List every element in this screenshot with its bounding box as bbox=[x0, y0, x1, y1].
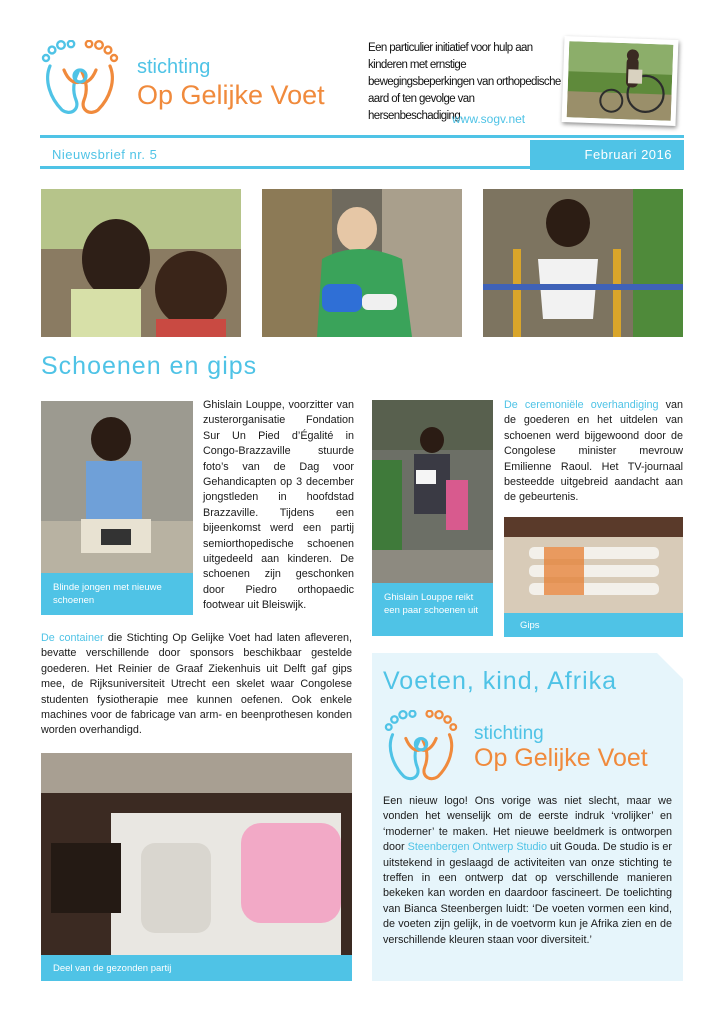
article-title-voeten: Voeten, kind, Afrika bbox=[383, 667, 618, 695]
photo-louppe bbox=[372, 400, 493, 583]
website-link[interactable]: www.sogv.net bbox=[452, 112, 526, 126]
article2-para1-b: uit Gouda. De studio is er uitstekend in geslaagd de activiteiten van onze stichting te treffen in een ontwerp dat op verschillende manieren bekeken kan worden en daardoor fascineert. De toelichting van Bianca Steenbergen luidt: ‘De voeten vormen een kind, de voeten zijn gelijk, in de voetvorm kun je Afrika zien en de verschillende kleuren staan voor diversiteit.’ bbox=[383, 841, 672, 946]
ceremonie-link[interactable]: De ceremoniële overhandiging bbox=[504, 399, 659, 411]
article1-para2-text: die Stichting Op Gelijke Voet had laten afleveren, bevatte verschillende door sponsors beschikbaar gestelde goederen. Het Reinier de Graaf Ziekenhuis uit Delft gaf gips mee, de Rijksuniversiteit Utrecht een skelet waar Congolese studenten fysiotherapie mee kunnen oefenen. Ook enkele machines voor de fabricage van arm- en beenprothesen konden worden overhandigd. bbox=[41, 632, 352, 737]
article1-para3 bbox=[504, 398, 683, 506]
article2-para1-a: Een nieuw logo! Ons vorige was niet slecht, maar we vonden het wenselijk om de eerste indruk ‘vrolijker’ en ‘moderner’ te maken. Het nieuwe beeldmerk is ontworpen door bbox=[383, 795, 672, 854]
caption-gips-text: Gips bbox=[520, 620, 540, 631]
article-title-schoenen: Schoenen en gips bbox=[41, 352, 258, 380]
newsletter-number: Nieuwsbrief nr. 5 bbox=[52, 147, 158, 162]
caption-gips bbox=[504, 613, 683, 637]
logo-feet-icon bbox=[40, 40, 120, 118]
article1-para1: Ghislain Louppe, voorzitter van zusterorganisatie Fondation Sur Un Pied d’Égalité in Congo-Brazzaville stuurde foto’s van de Dag voor Gehandicapten op 3 december jongstleden in hoofdstad Brazzaville. Tijdens een bijeenkomst werd een partij semiorthopedische schoenen uitgedeeld aan kinderen. De schoenen zijn geschonken door Piedro orthopaedic footwear uit Bleiswijk. bbox=[203, 399, 354, 612]
logo-feet-icon-small bbox=[383, 710, 459, 784]
caption-blind-boy-text: Blinde jongen met nieuwe schoenen bbox=[53, 582, 162, 606]
wheelchair-photo-image bbox=[567, 41, 674, 121]
steenbergen-link[interactable]: Steenbergen Ontwerp Studio bbox=[407, 841, 547, 854]
logo-name-small: Op Gelijke Voet bbox=[474, 744, 648, 772]
newsletter-bar bbox=[40, 141, 530, 169]
article1-para3-text: van de goederen en het uitdelen van schoenen werd bijgewoond door de Congolese minister mevrouw Emilienne Raoul. Het TV-journaal besteedde uitgebreid aandacht aan de gebeurtenis. bbox=[504, 399, 683, 504]
logo-stichting-small: stichting bbox=[474, 723, 544, 744]
date-bar bbox=[530, 140, 684, 170]
photo-partij bbox=[41, 753, 352, 955]
article1-para2 bbox=[41, 631, 352, 739]
logo-stichting-text: stichting bbox=[137, 56, 211, 78]
tagline: Een particulier initiatief voor hulp aan kinderen met ernstige bewegingsbeperkingen van orthopedische aard of ten gevolge van hersenbeschadiging. bbox=[368, 42, 561, 122]
caption-louppe-text: Ghislain Louppe reikt een paar schoenen uit bbox=[384, 592, 479, 616]
photo-gips bbox=[504, 517, 683, 613]
photo-doctor-cast bbox=[262, 189, 462, 337]
caption-partij bbox=[41, 955, 352, 981]
header-photo bbox=[562, 36, 679, 126]
caption-blind-boy bbox=[41, 573, 193, 615]
photo-blind-boy bbox=[41, 401, 193, 573]
logo-name-text: Op Gelijke Voet bbox=[137, 80, 325, 110]
container-link[interactable]: De container bbox=[41, 632, 104, 644]
panel-corner-fold bbox=[657, 653, 683, 679]
header-rule bbox=[40, 135, 684, 138]
newsletter-date: Februari 2016 bbox=[584, 147, 672, 162]
caption-partij-text: Deel van de gezonden partij bbox=[53, 963, 172, 974]
article2-para1 bbox=[383, 794, 672, 948]
photo-children bbox=[41, 189, 241, 337]
caption-louppe bbox=[372, 583, 493, 636]
photo-boy-crutches bbox=[483, 189, 683, 337]
